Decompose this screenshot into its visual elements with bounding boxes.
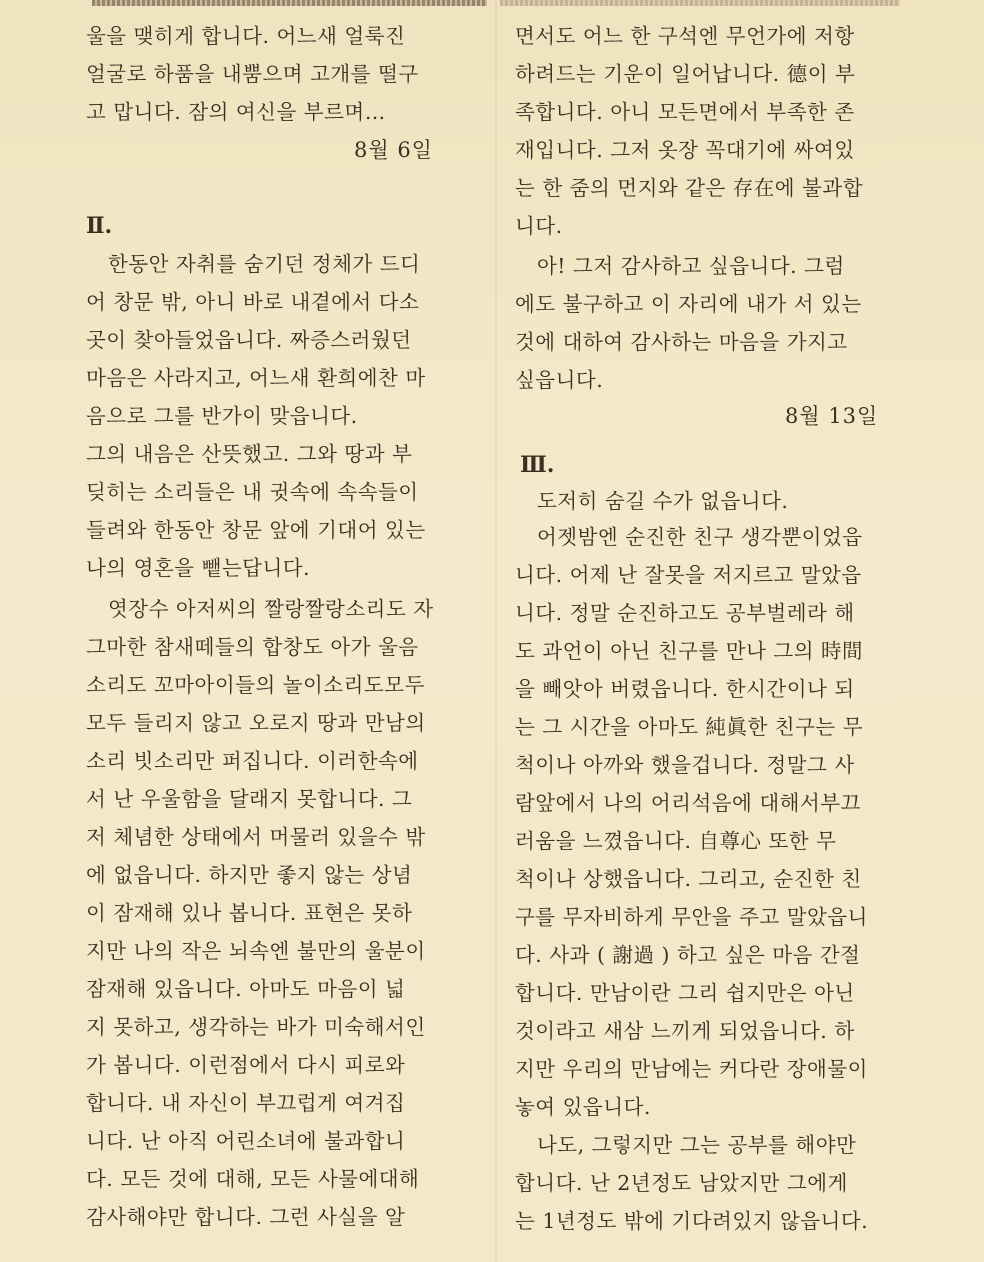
text-line: 곳이 찾아들었읍니다. 짜증스러웠던 (86, 328, 412, 352)
text-line: 척이나 아까와 했을겁니다. 정말그 사 (515, 753, 855, 777)
text-line: 합니다. 만남이란 그리 쉽지만은 아닌 (515, 981, 855, 1005)
entry-date: 8월 13일 (785, 404, 879, 428)
text-line: 도 과언이 아닌 친구를 만나 그의 時間 (515, 639, 864, 663)
text-line: 지 못하고, 생각하는 바가 미숙해서인 (86, 1015, 426, 1039)
text-line: 니다. 어제 난 잘못을 저지르고 말았읍 (515, 563, 862, 587)
section-heading: Ⅲ. (520, 452, 555, 478)
text-line: 니다. 정말 순진하고도 공부벌레라 해 (515, 601, 855, 625)
text-line: 에 없읍니다. 하지만 좋지 않는 상념 (86, 863, 413, 887)
text-line: 재입니다. 그저 옷장 꼭대기에 싸여있 (515, 138, 855, 162)
text-line: 울을 맺히게 합니다. 어느새 얼룩진 (86, 24, 406, 48)
text-line: 하려드는 기운이 일어납니다. 德이 부 (515, 62, 856, 86)
text-line: 는 그 시간을 아마도 純眞한 친구는 무 (515, 715, 864, 739)
text-line: 합니다. 내 자신이 부끄럽게 여겨집 (86, 1091, 406, 1115)
text-line: 아! 그저 감사하고 싶읍니다. 그럼 (537, 254, 845, 278)
text-line: 나의 영혼을 뺕는답니다. (86, 556, 311, 580)
text-line: 는 1년정도 밖에 기다려있지 않읍니다. (515, 1209, 869, 1233)
text-line: 족합니다. 아니 모든면에서 부족한 존 (515, 100, 855, 124)
column-divider (495, 0, 497, 1262)
text-line: 구를 무자비하게 무안을 주고 말았읍니 (515, 905, 868, 929)
text-line: 어젯밤엔 순진한 친구 생각뿐이었읍 (537, 525, 863, 549)
text-line: 잠재해 있읍니다. 아마도 마음이 넓 (86, 977, 406, 1001)
text-line: 가 봅니다. 이런점에서 다시 피로와 (86, 1053, 406, 1077)
text-line: 감사해야만 합니다. 그런 사실을 알 (86, 1205, 406, 1229)
text-line: 람앞에서 나의 어리석음에 대해서부끄 (515, 791, 861, 815)
text-line: 소리 빗소리만 퍼집니다. 이러한속에 (86, 749, 419, 773)
text-line: 저 체념한 상태에서 머물러 있을수 밖 (86, 825, 426, 849)
text-line: 에도 불구하고 이 자리에 내가 서 있는 (515, 292, 862, 316)
text-line: 지만 나의 작은 뇌속엔 불만의 울분이 (86, 939, 426, 963)
text-line: 다. 모든 것에 대해, 모든 사물에대해 (86, 1167, 420, 1191)
entry-date: 8월 6일 (354, 138, 433, 162)
text-line: 싶읍니다. (515, 368, 604, 392)
text-line: 모두 들리지 않고 오로지 땅과 만남의 (86, 711, 426, 735)
text-line: 다. 사과 ( 謝過 ) 하고 싶은 마음 간절 (515, 943, 861, 967)
text-line: 그의 내음은 산뜻했고. 그와 땅과 부 (86, 442, 413, 466)
top-rule-right (500, 0, 900, 6)
text-line: 척이나 상했읍니다. 그리고, 순진한 친 (515, 867, 862, 891)
text-line: 한동안 자취를 숨기던 정체가 드디 (108, 252, 421, 276)
text-line: 지만 우리의 만남에는 커다란 장애물이 (515, 1057, 868, 1081)
text-line: 서 난 우울함을 달래지 못합니다. 그 (86, 787, 413, 811)
text-line: 그마한 참새떼들의 합창도 아가 울음 (86, 635, 419, 659)
top-rule-left (92, 0, 487, 6)
text-line: 것에 대하여 감사하는 마음을 가지고 (515, 330, 848, 354)
section-heading: Ⅱ. (86, 213, 113, 239)
text-line: 얼굴로 하품을 내뿜으며 고개를 떨구 (86, 62, 419, 86)
text-line: 음으로 그를 반가이 맞읍니다. (86, 404, 358, 428)
text-line: 놓여 있읍니다. (515, 1095, 651, 1119)
text-line: 니다. 난 아직 어린소녀에 불과합니 (86, 1129, 406, 1153)
text-line: 고 맙니다. 잠의 여신을 부르며… (86, 100, 386, 124)
text-line: 딪히는 소리들은 내 귓속에 속속들이 (86, 480, 419, 504)
text-line: 것이라고 새삼 느끼게 되었읍니다. 하 (515, 1019, 855, 1043)
text-line: 면서도 어느 한 구석엔 무언가에 저항 (515, 24, 855, 48)
text-line: 이 잠재해 있나 봅니다. 표현은 못하 (86, 901, 413, 925)
text-line: 을 빼앗아 버렸읍니다. 한시간이나 되 (515, 677, 855, 701)
text-line: 합니다. 난 2년정도 남았지만 그에게 (515, 1171, 848, 1195)
text-line: 니다. (515, 214, 563, 238)
text-line: 들려와 한동안 창문 앞에 기대어 있는 (86, 518, 426, 542)
text-line: 엿장수 아저씨의 짤랑짤랑소리도 자 (108, 597, 434, 621)
text-line: 나도, 그렇지만 그는 공부를 해야만 (537, 1133, 857, 1157)
text-line: 소리도 꼬마아이들의 놀이소리도모두 (86, 673, 425, 697)
text-line: 도저히 숨길 수가 없읍니다. (537, 489, 789, 513)
text-line: 어 창문 밖, 아니 바로 내곁에서 다소 (86, 290, 420, 314)
text-line: 러움을 느꼈읍니다. 自尊心 또한 무 (515, 829, 837, 853)
text-line: 는 한 줌의 먼지와 같은 存在에 불과합 (515, 176, 864, 200)
text-line: 마음은 사라지고, 어느새 환희에찬 마 (86, 366, 426, 390)
